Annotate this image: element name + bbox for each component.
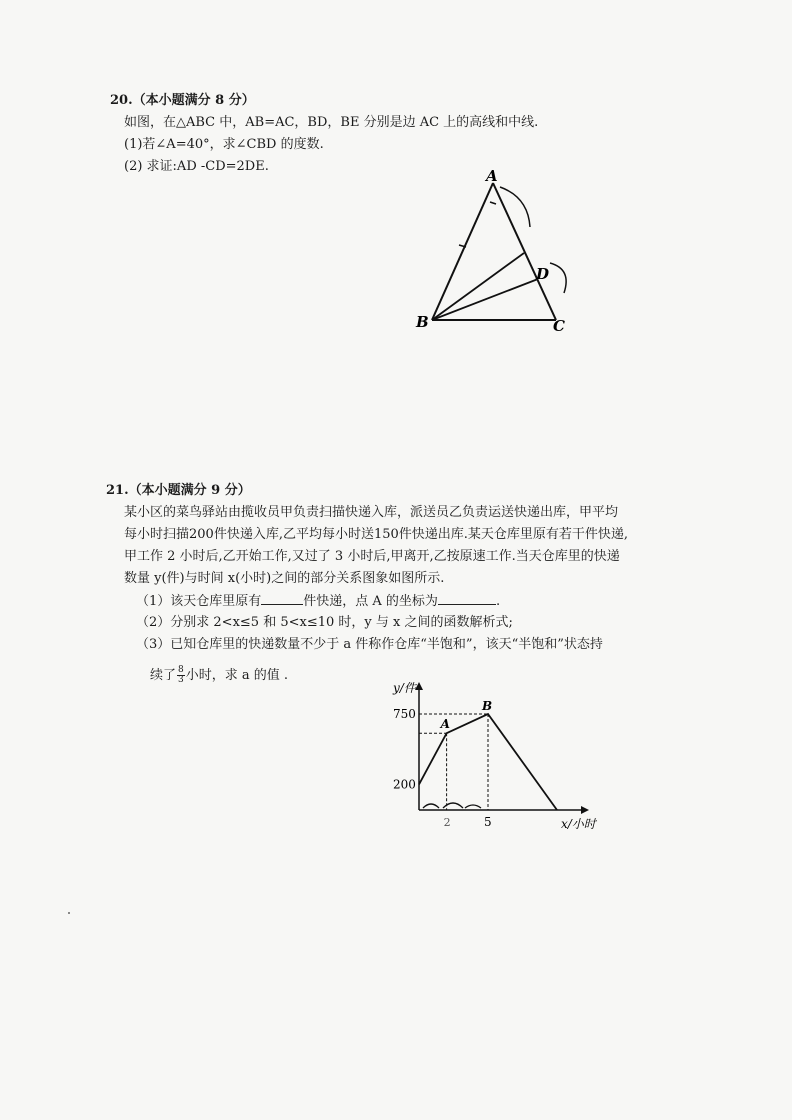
q20-heading: 20.（本小题满分 8 分） xyxy=(110,93,255,108)
q21-part3-b-post: 小时，求 a 的值 . xyxy=(185,668,289,683)
q21-part3-b xyxy=(150,666,288,685)
scan-speck xyxy=(68,912,70,914)
q21-line3: 甲工作 2 小时后,乙开始工作,又过了 3 小时后,甲离开,乙按原速工作.当天仓库里的快递 xyxy=(124,549,620,564)
label-d: D xyxy=(536,265,550,283)
point-a-label: A xyxy=(440,717,450,732)
q21-part1-c: . xyxy=(495,594,501,609)
y-tick-200: 200 xyxy=(393,777,416,792)
q21-line1: 某小区的菜鸟驿站由揽收员甲负责扫描快递入库，派送员乙负责运送快递出库，甲平均 xyxy=(124,505,619,520)
q21-part1-b: 件快递，点 A 的坐标为 xyxy=(303,594,438,609)
q20-part1: (1)若∠A=40°，求∠CBD 的度数. xyxy=(124,137,324,152)
triangle-figure xyxy=(400,165,600,345)
answer-blank-point-a[interactable] xyxy=(438,592,496,605)
fraction-denominator: 3 xyxy=(178,675,184,685)
fraction xyxy=(177,666,185,685)
answer-blank-count[interactable] xyxy=(261,592,303,605)
function-graph xyxy=(375,676,615,836)
side-ac xyxy=(493,183,556,320)
q21-heading: 21.（本小题满分 9 分） xyxy=(106,483,251,498)
x-axis-label: x/小时 xyxy=(561,817,596,831)
q20-part2: (2) 求证:AD -CD=2DE. xyxy=(124,159,269,174)
x-tick-2: 2 xyxy=(443,816,451,829)
q21-part1-a: （1）该天仓库里原有 xyxy=(136,594,262,609)
q21-part3-b-pre: 续了 xyxy=(150,668,177,683)
q21-part1 xyxy=(136,592,500,611)
q20-intro: 如图，在△ABC 中，AB=AC，BD，BE 分别是边 AC 上的高线和中线. xyxy=(124,115,539,130)
fraction-numerator: 8 xyxy=(178,665,184,675)
y-tick-750: 750 xyxy=(393,707,416,721)
label-b: B xyxy=(416,313,429,331)
x-tick-5: 5 xyxy=(484,815,492,829)
point-b-label: B xyxy=(482,699,493,713)
q21-line4: 数量 y(件)与时间 x(小时)之间的部分关系图象如图所示. xyxy=(124,571,445,586)
segment-be xyxy=(432,253,524,320)
q21-line2: 每小时扫描200件快递入库,乙平均每小时送150件快递出库.某天仓库里原有若干件快递, xyxy=(124,527,629,542)
x-axis-arrow-icon xyxy=(581,806,589,814)
q21-part2: （2）分别求 2<x≤5 和 5<x≤10 时，y 与 x 之间的函数解析式; xyxy=(136,615,513,630)
q21-part3: （3）已知仓库里的快递数量不少于 a 件称作仓库“半饱和”，该天“半饱和”状态持 xyxy=(136,637,603,652)
y-axis-label: y/件 xyxy=(393,681,416,695)
label-c: C xyxy=(553,317,565,335)
compass-arc-d xyxy=(550,263,566,293)
tick-mark-ab xyxy=(490,202,496,204)
label-a: A xyxy=(486,167,498,185)
axis-squiggle-marks xyxy=(423,803,481,808)
y-axis-arrow-icon xyxy=(415,682,423,690)
